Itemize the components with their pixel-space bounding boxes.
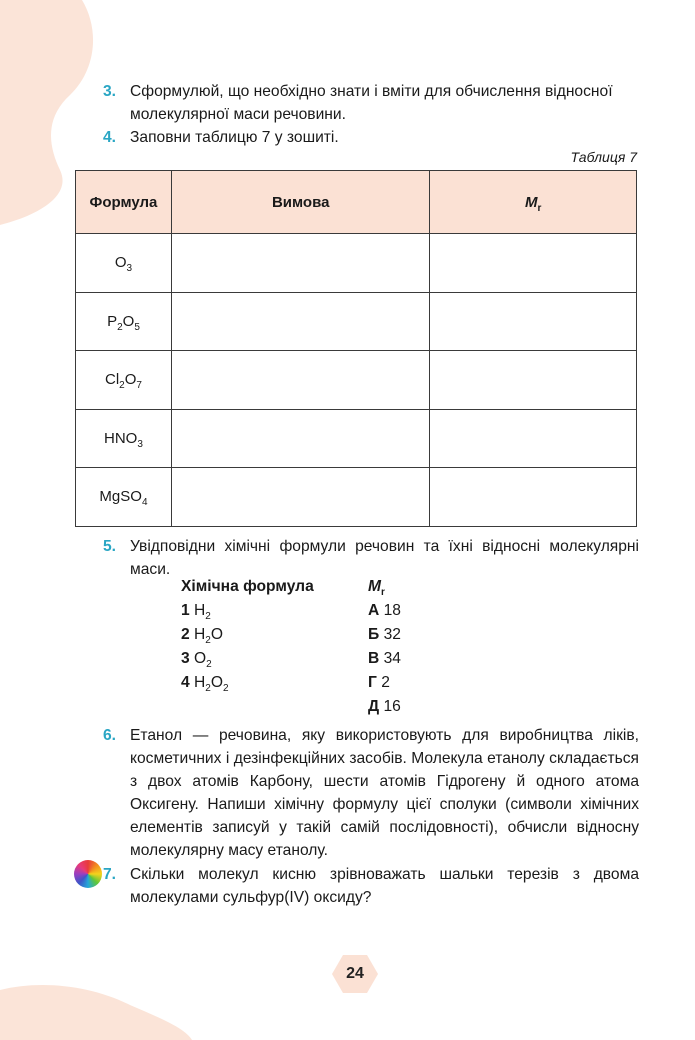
task-6 <box>103 724 639 862</box>
table-row <box>76 351 637 410</box>
page-number: 24 <box>331 954 379 994</box>
task-4 <box>103 126 639 149</box>
task-7 <box>103 863 639 909</box>
table-7 <box>75 170 637 527</box>
formula-cell: $Cl_2O_7$ <box>76 351 172 410</box>
matching-left-item: 1 $H_2$ <box>181 602 211 622</box>
matching-header-left: Хімічна формула <box>181 578 314 595</box>
mr-cell <box>430 234 637 293</box>
task-3 <box>103 80 639 126</box>
task-text: Заповни таблицю 7 у зошиті. <box>130 129 339 146</box>
task-text: Етанол — речовина, яку використовують для виробництва ліків, косметичних і дезінфекційних засобів. Молекула етанолу складається з двох атомів Карбону, шести атомів Гідрогену й одного атома Оксигену. Напиши хімічну формулу цієї сполуки (символи хімічних елементів записуй у такій самій послідовності), обчисли відносну молекулярну масу етанолу. <box>130 727 639 859</box>
table-row <box>76 409 637 468</box>
matching-right-item: Г 2 <box>368 674 390 691</box>
header-mr: $M_r$ <box>430 171 637 234</box>
matching-right-item: А 18 <box>368 602 401 619</box>
task-number: 3. <box>103 83 117 100</box>
mr-cell <box>430 409 637 468</box>
task-number: 6. <box>103 727 117 744</box>
matching-left-item: 3 $O_2$ <box>181 650 212 670</box>
mr-cell <box>430 468 637 527</box>
pronunciation-cell <box>171 351 430 410</box>
matching-right-item: В 34 <box>368 650 401 667</box>
table-row <box>76 234 637 293</box>
matching-header <box>181 578 441 602</box>
matching-right-item: Б 32 <box>368 626 401 643</box>
matching-left-item: 4 $H_2O_2$ <box>181 674 229 694</box>
pronunciation-cell <box>171 292 430 351</box>
formula-cell: $P_2O_5$ <box>76 292 172 351</box>
formula-cell: MgSO$_4$ <box>76 468 172 527</box>
color-wheel-icon <box>74 860 102 888</box>
formula-cell: $HNO_3$ <box>76 409 172 468</box>
formula-cell: $O_3$ <box>76 234 172 293</box>
task-text: Увідповідни хімічні формули речовин та їхні відносні молекулярні маси. <box>130 538 639 578</box>
mr-cell <box>430 351 637 410</box>
table-row <box>76 468 637 527</box>
matching-right-item: Д 16 <box>368 698 401 715</box>
pronunciation-cell <box>171 409 430 468</box>
pronunciation-cell <box>171 234 430 293</box>
task-5 <box>103 535 639 581</box>
matching-left-item: 2 $H_2O$ <box>181 626 223 646</box>
mr-cell <box>430 292 637 351</box>
matching-header-right: $M_r$ <box>368 578 385 598</box>
table-header-row <box>76 171 637 234</box>
task-number: 5. <box>103 538 117 555</box>
task-number: 4. <box>103 129 117 146</box>
table-caption: Таблиця 7 <box>570 149 637 165</box>
task-text: Скільки молекул кисню зрівноважать шальки терезів з двома молекулами сульфур(IV) оксиду? <box>130 866 639 906</box>
header-pronunciation: Вимова <box>171 171 430 234</box>
task-number: 7. <box>103 866 117 883</box>
task-text: Сформулюй, що необхідно знати і вміти для обчислення відносної молекулярної маси речовини. <box>130 83 613 123</box>
header-formula: Формула <box>76 171 172 234</box>
table-row <box>76 292 637 351</box>
pronunciation-cell <box>171 468 430 527</box>
